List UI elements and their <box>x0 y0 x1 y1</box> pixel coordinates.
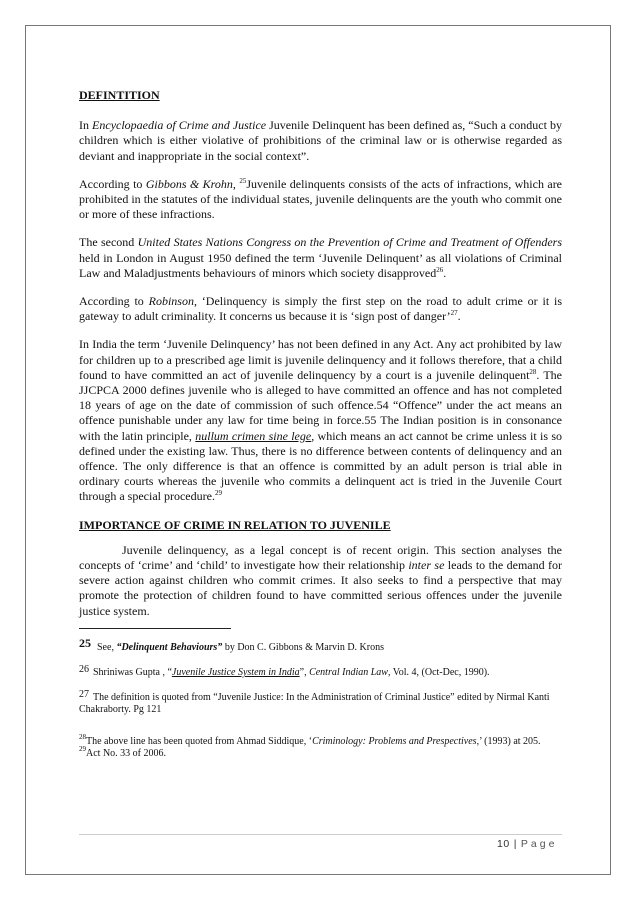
text: Juvenile delinquency, as a legal concept is of recent origin. This section analyses the concepts of ‘crime’ and ‘child’ to investigate how their relationship <box>79 542 562 573</box>
text: In <box>79 118 93 133</box>
footnote-25 <box>79 637 562 654</box>
congress-name: United States Nations Congress on the Prevention of Crime and Treatment of Offenders <box>137 235 562 250</box>
text: by Don C. Gibbons & Marvin D. Krons <box>222 641 384 653</box>
book-title: Encyclopaedia of Crime and Justice <box>92 118 267 133</box>
text: , which means an act cannot be crime unless it is so defined under the existing law. Thus, there is no difference between contents of delinquency and an offence. The only difference is that an offence is committed by an adult person is trial able in ordinary courts whereas the juvenile who commits a delinquent act is tried in the Juvenile Court through a special procedure. <box>79 428 562 504</box>
latin-term: inter se <box>408 558 445 573</box>
footnote-29 <box>79 744 562 760</box>
author-name: Robinson <box>148 294 194 309</box>
paragraph-robinson <box>79 294 562 324</box>
footnote-divider <box>79 628 231 629</box>
text: According to <box>79 294 149 309</box>
text: held in London in August 1950 defined the term ‘Juvenile Delinquent’ as all violations of Criminal Law and Maladjustments behaviours of minors which society disapproved <box>79 250 562 280</box>
page-separator: | <box>513 838 517 850</box>
text: Act No. 33 of 2006. <box>86 747 166 759</box>
text: leads to the demand for severe action against children who commit crimes. It also seeks to find a perspective that may promote the protection of children found to have committed serious offences under the juvenile justice system. <box>79 558 562 618</box>
text: Juvenile Delinquent has been defined as, “Such a conduct by children which is either violative of prohibitions of the criminal law or is otherwise regarded as deviant and inappropriate in the social context”. <box>79 118 562 163</box>
paragraph-gibbons <box>79 177 562 223</box>
text: ,’ (1993) at 205. <box>476 735 541 747</box>
work-title: “Delinquent Behaviours” <box>116 641 223 653</box>
text: . The JJCPCA 2000 defines juvenile who is alleged to have committed an offence and has not completed 18 years of age on the date of commission of such offence.54 “Offence” under the act means an offence punishable under any law for time being in force.55 The Indian position is in consonance with the latin principle, <box>79 367 562 443</box>
text: The above line has been quoted from Ahmad Siddique, ‘ <box>86 735 313 747</box>
text: In India the term ‘Juvenile Delinquency’ has not been defined in any Act. Any act prohibited by law for children up to a prescribed age limit is juvenile delinquency and it follows therefore, that a child found to have committed an act of juvenile delinquency by a court is a juvenile delinquent <box>79 337 562 382</box>
footnote-ref[interactable]: 28 <box>529 367 537 376</box>
paragraph-importance <box>79 543 562 619</box>
text: , Vol. 4, (Oct-Dec, 1990). <box>387 666 490 678</box>
paragraph-encyclopaedia <box>79 118 562 164</box>
text: Juvenile delinquents consists of the acts of infractions, which are prohibited in the statutes of the individual states, juvenile delinquents are the youth who commit one or more of these infractions. <box>79 176 563 222</box>
text: According to <box>79 176 146 191</box>
text: The second <box>79 235 138 250</box>
footnote-number: 29 <box>79 744 86 753</box>
paragraph-india <box>79 337 562 504</box>
page-number-value: 10 <box>497 838 510 850</box>
footnote-number: 26 <box>79 663 89 675</box>
document-body <box>79 88 562 760</box>
text: ”, <box>299 666 310 678</box>
footnote-number: 27 <box>79 688 89 700</box>
footnote-ref[interactable]: 26 <box>436 265 444 274</box>
footnote-ref[interactable]: 27 <box>450 309 458 318</box>
footnote-ref[interactable]: 25 <box>239 176 247 185</box>
footnote-26 <box>79 664 562 679</box>
page-word: Page <box>520 838 558 850</box>
footnote-number: 25 <box>79 635 91 650</box>
journal-title: Central Indian Law <box>309 666 388 678</box>
text: . <box>443 265 447 280</box>
section-heading-definition: DEFINTITION <box>79 88 160 102</box>
footnote-27 <box>79 689 562 716</box>
page-number <box>497 838 557 850</box>
footnote-number: 28 <box>79 732 86 741</box>
text: . <box>457 309 461 324</box>
footnote-28 <box>79 732 562 748</box>
paragraph-un-congress <box>79 235 562 281</box>
text: See, <box>97 641 117 653</box>
footer-divider <box>79 834 562 835</box>
latin-principle: nullum crimen sine lege <box>195 428 312 443</box>
text: The definition is quoted from “Juvenile Justice: In the Administration of Criminal Justice” edited by Nirmal Kanti Chakraborty. Pg 121 <box>79 691 550 715</box>
text: Shriniwas Gupta , “ <box>93 666 172 678</box>
text: , <box>232 176 240 191</box>
text: , ‘Delinquency is simply the first step on the road to adult crime or it is gateway to adult criminality. It concerns us because it is ‘sign post of danger’ <box>79 294 562 324</box>
footnote-ref[interactable]: 29 <box>214 489 222 498</box>
article-title: Juvenile Justice System in India <box>171 666 300 678</box>
author-name: Gibbons & Krohn <box>145 176 233 191</box>
book-title: Criminology: Problems and Prespectives <box>312 735 477 747</box>
section-heading-importance: IMPORTANCE OF CRIME IN RELATION TO JUVENILE <box>79 517 391 532</box>
